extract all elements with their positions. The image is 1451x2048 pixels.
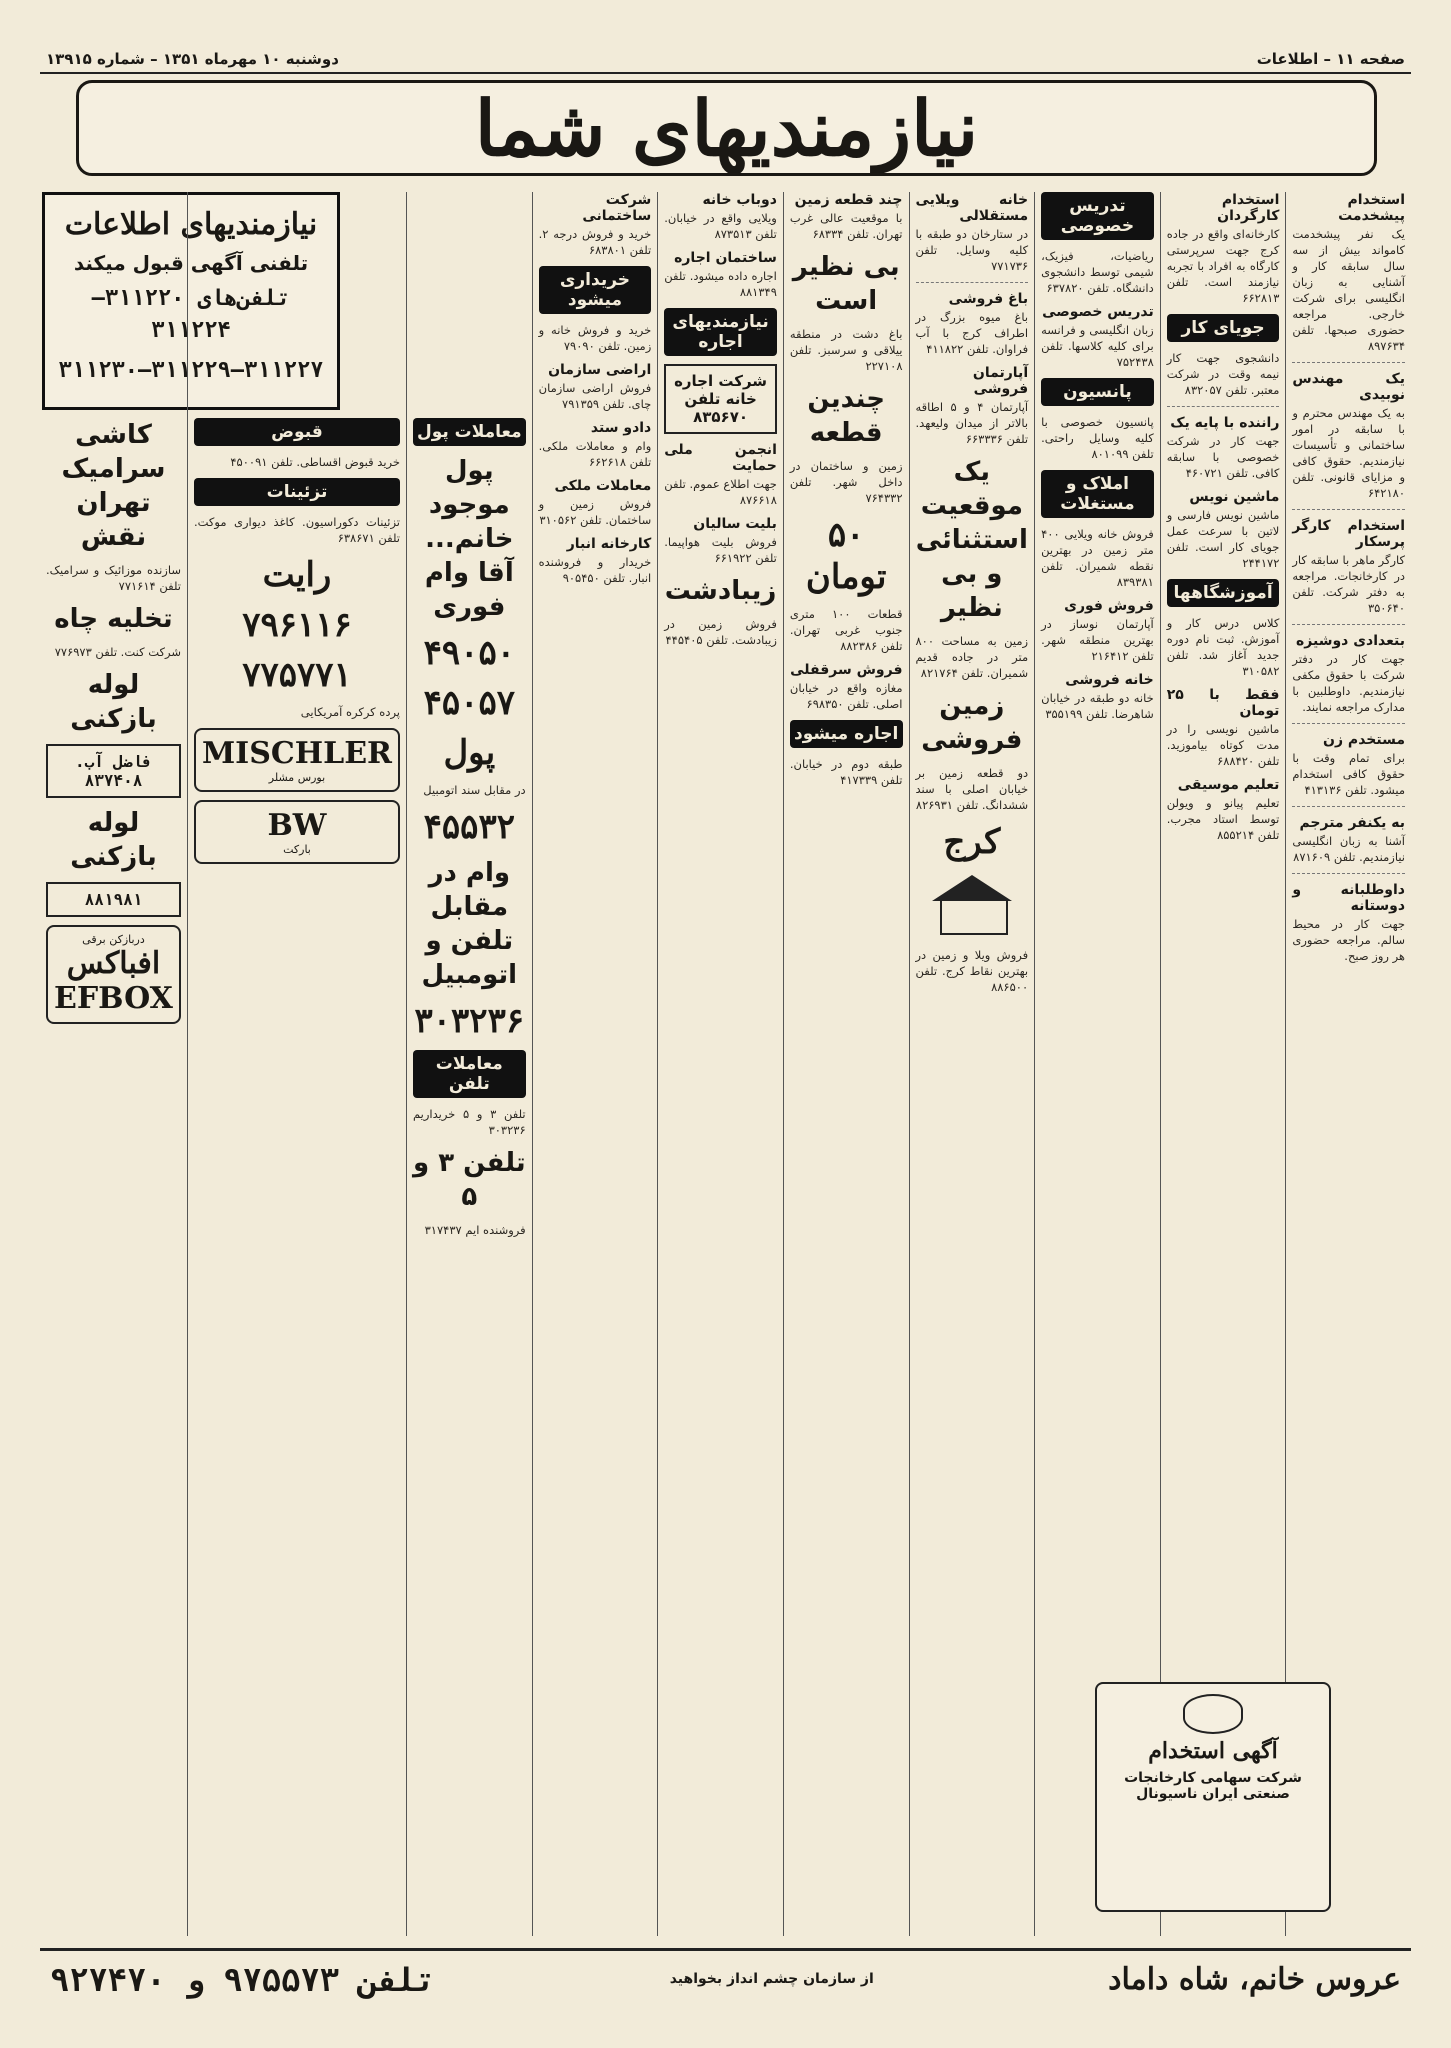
section-heading: تزئینات <box>194 478 400 506</box>
ad-item: فروش خانه ویلایی ۴۰۰ متر زمین در بهترین نقطه شمیران. تلفن ۸۳۹۳۸۱ <box>1041 527 1154 589</box>
column-7 <box>532 192 658 1936</box>
info-title: نیازمندیهای اطلاعات <box>64 207 318 242</box>
feature-heading: پول <box>443 733 496 773</box>
mischler-logo: MISCHLER بورس مشلر <box>194 728 400 792</box>
ad-item: پانسیون خصوصی با کلیه وسایل راحتی. تلفن ۸۰۱۰۹۹ <box>1041 415 1154 461</box>
house-icon <box>922 875 1022 935</box>
ad-item: فروش فوری آپارتمان نوساز در بهترین منطقه شهر. تلفن ۲۱۶۴۱۲ <box>1041 598 1154 663</box>
ad-item: فروشنده ایم ۳۱۷۴۳۷ <box>424 1223 526 1237</box>
column-9 <box>187 192 406 1936</box>
section-heading: املاک و مستغلات <box>1041 470 1154 518</box>
phone-big: ۳۰۳۲۳۶ <box>414 1001 525 1041</box>
ad-item: استخدام پیشخدمت یک نفر پیشخدمت کامواند بیش از سه سال سابقه کار و آشنایی به زبان انگلیسی برای شرکت خارجی. مراجعه حضوری صبحها. تلفن ۸۹۷۶۳۴ <box>1292 192 1405 353</box>
info-phones-1: تلفن‌های ۳۱۱۲۲۰–۳۱۱۲۲۴ <box>91 286 291 343</box>
ad-item: فروش ویلا و زمین در بهترین نقاط کرج. تلفن ۸۸۶۵۰۰ <box>915 948 1029 994</box>
section-heading: آموزشگاهها <box>1167 579 1280 607</box>
footer-right-text: عروس خانم، شاه داماد <box>1108 1962 1401 1997</box>
section-heading: نیازمندیهای اجاره <box>664 308 777 356</box>
column-1 <box>1285 192 1411 1936</box>
feature-heading: کرج <box>943 822 1001 862</box>
feature-heading: چندین قطعه <box>807 384 885 448</box>
ad-item: دو قطعه زمین بر خیابان اصلی با سند ششدانگ. تلفن ۸۲۶۹۳۱ <box>915 766 1029 812</box>
ad-item: بتعدادی دوشیزه جهت کار در دفتر شرکت با حقوق مکفی نیازمندیم. داوطلبین با مدارک مراجعه نمایند. <box>1292 633 1405 714</box>
feature-heading: زیبادشت <box>664 576 777 606</box>
issue-date: دوشنبه ۱۰ مهرماه ۱۳۵۱ – شماره ۱۳۹۱۵ <box>46 50 339 68</box>
ad-item: فقط با ۲۵ تومان ماشین نویسی را در مدت کوتاه بیاموزید. تلفن ۶۸۸۴۲۰ <box>1166 687 1280 768</box>
ad-item: معاملات ملکی فروش زمین و ساختمان. تلفن ۳۱۰۵۶۲ <box>538 478 652 527</box>
ad-item: باغ فروشی باغ میوه بزرگ در اطراف کرج با آب فراوان. تلفن ۴۱۱۸۲۲ <box>915 291 1029 356</box>
ad-item: باغ دشت در منطقه ییلاقی و سرسبز. تلفن ۲۲۷۱۰۸ <box>789 327 903 373</box>
phone-big: ۷۷۵۷۷۱ <box>242 655 352 695</box>
column-3 <box>1034 192 1160 1936</box>
section-banner <box>76 80 1377 176</box>
ad-item: دانشجوی جهت کار نیمه وقت در شرکت معتبر. تلفن ۸۳۲۰۵۷ <box>1166 351 1280 397</box>
footer-middle-text: از سازمان چشم انداز بخواهید <box>669 1971 874 1987</box>
ad-item: دادو ستد وام و معاملات ملکی. تلفن ۶۶۲۶۱۸ <box>538 420 652 469</box>
feature-heading: کاشی سرامیک تهران نقش <box>61 420 166 552</box>
feature-heading: وام در مقابل تلفن و اتومبیل <box>421 858 518 990</box>
info-phones-2: ۳۱۱۲۲۷–۳۱۱۲۲۹–۳۱۱۲۳۰ <box>58 358 324 383</box>
ad-item: استخدام کارگر پرسکار کارگر ماهر با سابقه کار در کارخانجات. مراجعه به دفتر شرکت. تلفن ۳۵۰۶۴۰ <box>1292 518 1405 615</box>
recruit-ad: آگهی استخدام شرکت سهامی کارخانجات صنعتی ایران ناسیونال <box>1095 1682 1331 1912</box>
ad-item: ریاضیات، فیزیک، شیمی توسط دانشجوی دانشگاه. تلفن ۶۳۷۸۲۰ <box>1041 249 1154 295</box>
page-header <box>40 40 1411 74</box>
column-10 <box>40 192 187 1936</box>
feature-heading: یک موقعیت استثنائی و بی نظیر <box>915 457 1028 623</box>
ad-item: آپارتمان فروشی آپارتمان ۴ و ۵ اطاقه بالاتر از میدان ولیعهد. تلفن ۶۶۳۳۳۶ <box>915 365 1029 446</box>
ad-item: کارخانه انبار خریدار و فروشنده انبار. تلفن ۹۰۵۴۵۰ <box>538 536 652 585</box>
feature-heading: رایت <box>262 555 332 595</box>
ad-item: طبقه دوم در خیابان. تلفن ۴۱۷۳۳۹ <box>789 757 903 787</box>
section-heading: جویای کار <box>1167 314 1280 342</box>
ad-item: کلاس درس کار و آموزش. ثبت نام دوره جدید آغاز شد. تلفن ۳۱۰۵۸۲ <box>1166 616 1280 678</box>
column-5 <box>783 192 909 1936</box>
ad-item: تدریس خصوصی زبان انگلیسی و فرانسه برای کلیه کلاسها. تلفن ۷۵۲۴۳۸ <box>1041 304 1154 369</box>
ad-item: ماشین نویس ماشین نویس فارسی و لاتین با سرعت عمل جویای کار است. تلفن ۲۴۴۱۷۲ <box>1166 489 1280 570</box>
page-number: صفحه ۱۱ – اطلاعات <box>1256 50 1405 68</box>
ad-item: قطعات ۱۰۰ متری جنوب غربی تهران. تلفن ۸۸۲۳۸۶ <box>789 607 903 653</box>
ad-item: یک مهندس نوبیدی به یک مهندس محترم و با سابقه در امور ساختمانی و تأسیسات نیازمندیم. حقوق کافی و مزایای قانونی. تلفن ۶۴۲۱۸۰ <box>1292 371 1405 500</box>
ad-item: انجمن ملی حمایت جهت اطلاع عموم. تلفن ۸۷۶۶۱۸ <box>664 442 777 507</box>
section-heading: خریداری میشود <box>539 266 652 314</box>
banner-title: نیازمندیهای شما <box>474 83 979 173</box>
section-heading: اجاره میشود <box>790 720 903 748</box>
column-6 <box>657 192 783 1936</box>
ad-item: ساختمان اجاره اجاره داده میشود. تلفن ۸۸۱۳۴۹ <box>664 250 777 299</box>
page-footer <box>40 1948 1411 2008</box>
ad-box: ۸۸۱۹۸۱ <box>46 882 181 917</box>
ad-item: شرکت ساختمانی خرید و فروش درجه ۲. تلفن ۶۸۳۸۰۱ <box>538 192 652 257</box>
footer-phone: تلفن ۹۷۵۵۷۳ و ۹۲۷۴۷۰ <box>50 1960 436 1999</box>
ad-item: مستخدم زن برای تمام وقت با حقوق کافی استخدام میشود. تلفن ۴۱۳۱۳۶ <box>1292 732 1405 797</box>
feature-heading: تخلیه چاه <box>54 604 173 634</box>
ad-item: داوطلبانه و دوستانه جهت کار در محیط سالم. مراجعه حضوری هر روز صبح. <box>1292 882 1405 963</box>
ad-item: تعلیم موسیقی تعلیم پیانو و ویولن توسط استاد مجرب. تلفن ۸۵۵۲۱۴ <box>1166 777 1280 842</box>
ad-item: فروش زمین در زیبادشت. تلفن ۴۴۵۴۰۵ <box>664 617 777 647</box>
ad-item: چند قطعه زمین با موقعیت عالی غرب تهران. تلفن ۶۸۳۳۴ <box>789 192 903 241</box>
section-heading: معاملات پول <box>413 418 526 446</box>
ad-item: بلیت سالیان فروش بلیت هواپیما. تلفن ۶۶۱۹۲۲ <box>664 516 777 565</box>
column-4 <box>909 192 1035 1936</box>
column-8 <box>406 192 532 1936</box>
phone-big: ۴۵۵۳۲ <box>423 807 515 847</box>
ad-item: زمین به مساحت ۸۰۰ متر در جاده قدیم شمیران. تلفن ۸۲۱۷۶۴ <box>915 634 1029 680</box>
door-opener-logo: دربازکن برقی افباکس EFBOX <box>46 925 181 1024</box>
ad-item: دوباب خانه ویلایی واقع در خیابان. تلفن ۸۷۳۵۱۳ <box>664 192 777 241</box>
ad-headline: پول موجود خانم... آقا وام فوری <box>424 456 514 622</box>
ad-item: در مقابل سند اتومبیل <box>423 783 526 797</box>
classifieds-body <box>40 192 1411 1936</box>
ad-item: تزئینات دکوراسیون. کاغذ دیواری موکت. تلفن ۶۳۸۶۷۱ <box>193 515 400 545</box>
feature-heading: لوله بازکنی <box>70 808 157 872</box>
car-icon <box>1183 1694 1243 1734</box>
feature-heading: لوله بازکنی <box>70 670 157 734</box>
section-heading: پانسیون <box>1041 378 1154 406</box>
phone-big: ۴۹۰۵۰ <box>423 633 515 673</box>
ad-item: شرکت کنت. تلفن ۷۷۶۹۷۳ <box>54 645 181 659</box>
ad-box: فاضل آب. ۸۳۷۴۰۸ <box>46 744 181 798</box>
ad-item: فروش سرقفلی مغازه واقع در خیابان اصلی. تلفن ۶۹۸۳۵۰ <box>789 662 903 711</box>
feature-heading: بی نظیر است <box>792 252 900 316</box>
section-heading: قبوض <box>194 418 400 446</box>
ad-item: زمین و ساختمان در داخل شهر. تلفن ۷۶۴۳۳۲ <box>789 459 903 505</box>
ad-item: خرید قبوض اقساطی. تلفن ۴۵۰۰۹۱ <box>230 455 400 469</box>
feature-heading: ۵۰ تومان <box>805 515 887 597</box>
info-subtitle: تلفنی آگهی قبول میکند <box>73 251 309 275</box>
phone-big: ۴۵۰۵۷ <box>423 683 515 723</box>
ad-item: تلفن ۳ و ۵ خریداریم ۳۰۳۲۳۶ <box>413 1107 526 1137</box>
section-heading: تدریس خصوصی <box>1041 192 1154 240</box>
ad-item: اراضی سازمان فروش اراضی سازمان چای. تلفن ۷۹۱۳۵۹ <box>538 362 652 411</box>
section-heading: معاملات تلفن <box>413 1050 526 1098</box>
ad-item: استخدام کارگردان کارخانه‌ای واقع در جاده کرج جهت سرپرستی کارگاه به افراد با تجربه نیازمند است. تلفن ۶۶۲۸۱۳ <box>1166 192 1280 305</box>
ad-item: خانه فروشی خانه دو طبقه در خیابان شاهرضا. تلفن ۳۵۵۱۹۹ <box>1041 672 1154 721</box>
ad-item: سازنده موزائیک و سرامیک. تلفن ۷۷۱۶۱۴ <box>46 563 181 593</box>
column-2 <box>1160 192 1286 1936</box>
ad-stamp: شرکت اجاره خانه تلفن ۸۳۵۶۷۰ <box>664 364 777 434</box>
ad-item: راننده با پایه یک جهت کار در شرکت خصوصی با سابقه کافی. تلفن ۴۶۰۷۲۱ <box>1166 415 1280 480</box>
bw-logo: BW بارکت <box>194 800 400 864</box>
ad-item: به یکنفر مترجم آشنا به زبان انگلیسی نیازمندیم. تلفن ۸۷۱۶۰۹ <box>1292 815 1405 864</box>
ad-item: خانه ویلایی مستقلالی در ستارخان دو طبقه با کلیه وسایل. تلفن ۷۷۱۷۳۶ <box>915 192 1029 273</box>
ad-item: خرید و فروش خانه و زمین. تلفن ۷۹۰۹۰ <box>538 323 652 353</box>
feature-heading: تلفن ۳ و ۵ <box>412 1148 526 1212</box>
ad-item: پرده کرکره آمریکایی <box>300 705 400 719</box>
phone-big: ۷۹۶۱۱۶ <box>242 605 352 645</box>
feature-heading: زمین فروشی <box>921 691 1023 755</box>
